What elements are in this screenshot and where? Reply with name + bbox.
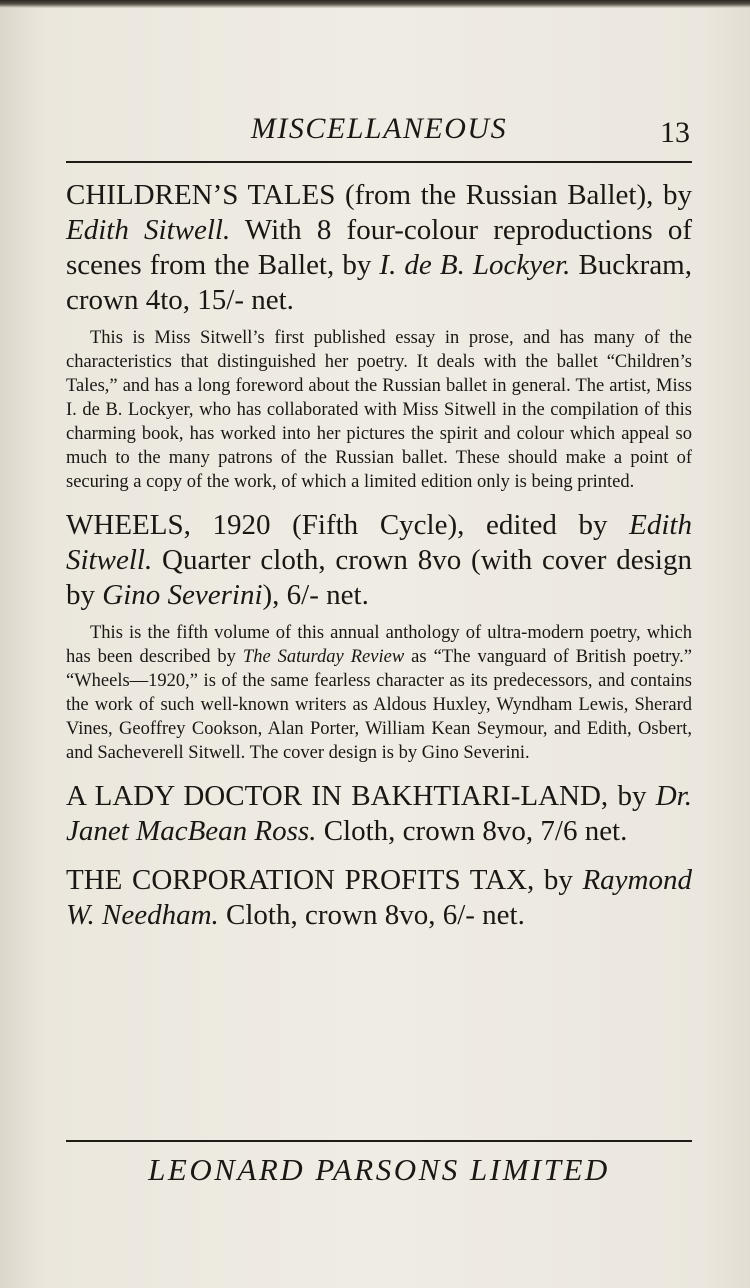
description-text: as “The vanguard of British poetry.” “Wheels—1920,” is of the same fearless character as its predecessors, and contains the work of such well-known writers as Aldous Huxley, Wyndham Lewis, Sherard Vines, Geoffrey Cookson, Alan Porter, William Kean Seymour, and Edith, Osbert, and Sacheverell Sitwell. The cover design is by Gino Severini. — [66, 647, 693, 763]
heading-text: CHILDREN’S TALES (from the Russian Ballet), by — [66, 179, 692, 211]
heading-text: With 8 four-colour reproductions of scenes from the Ballet, by — [66, 214, 692, 281]
publisher-imprint: LEONARD PARSONS LIMITED — [148, 1152, 610, 1187]
author-name: Raymond W. Needham. — [66, 864, 692, 931]
entry-heading — [66, 779, 692, 849]
entry-description — [66, 621, 692, 765]
illustrator-name: I. de B. Lockyer. — [379, 249, 571, 281]
section-title: MISCELLANEOUS — [250, 112, 508, 145]
catalogue-list — [66, 178, 692, 933]
heading-text: WHEELS, 1920 (Fifth Cycle), edited by — [66, 509, 630, 541]
designer-name: Gino Severini — [102, 579, 263, 611]
entry-heading — [66, 863, 692, 933]
heading-text: Quarter cloth, crown 8vo (with cover design by — [66, 544, 692, 611]
description-text: This is the fifth volume of this annual anthology of ultra-modern poetry, which has been described by — [66, 623, 692, 667]
heading-text: A LADY DOCTOR IN BAKHTIARI-LAND, by — [66, 780, 656, 812]
author-name: Dr. Janet MacBean Ross. — [66, 780, 692, 847]
entry-description — [66, 326, 692, 494]
catalogue-entry-corporation-profits-tax — [66, 863, 692, 933]
heading-text: THE CORPORATION PROFITS TAX, by — [66, 864, 583, 896]
price-text: Cloth, crown 8vo, 6/- net. — [218, 899, 525, 931]
header-rule — [66, 161, 692, 163]
page-number: 13 — [660, 116, 690, 149]
author-name: Edith Sitwell. — [66, 214, 231, 246]
running-head — [66, 112, 692, 156]
editor-name: Edith Sitwell. — [66, 509, 692, 576]
price-text: Cloth, crown 8vo, 7/6 net. — [316, 815, 628, 847]
price-text: ), 6/- net. — [262, 579, 369, 611]
entry-heading — [66, 178, 692, 318]
catalogue-entry-lady-doctor — [66, 779, 692, 849]
description-text: This is Miss Sitwell’s first published essay in prose, and has many of the characteristics that distinguished her poetry. It deals with the ballet “Children’s Tales,” and has a long foreword about the Russian ballet in general. The artist, Miss I. de B. Lockyer, who has collaborated with Miss Sitwell in the compilation of this charming book, has worked into her pictures the spirit and colour which appeal so much to the many patrons of the Russian ballet. These should make a point of securing a copy of the work, of which a limited edition only is being printed. — [66, 328, 692, 492]
price-text: Buckram, crown 4to, 15/- net. — [66, 249, 692, 316]
footer-rule — [66, 1140, 692, 1142]
catalogue-entry-wheels — [66, 508, 692, 765]
page-top-edge — [0, 0, 750, 8]
catalogue-entry-childrens-tales — [66, 178, 692, 494]
periodical-name: The Saturday Review — [242, 647, 405, 667]
entry-heading — [66, 508, 692, 613]
